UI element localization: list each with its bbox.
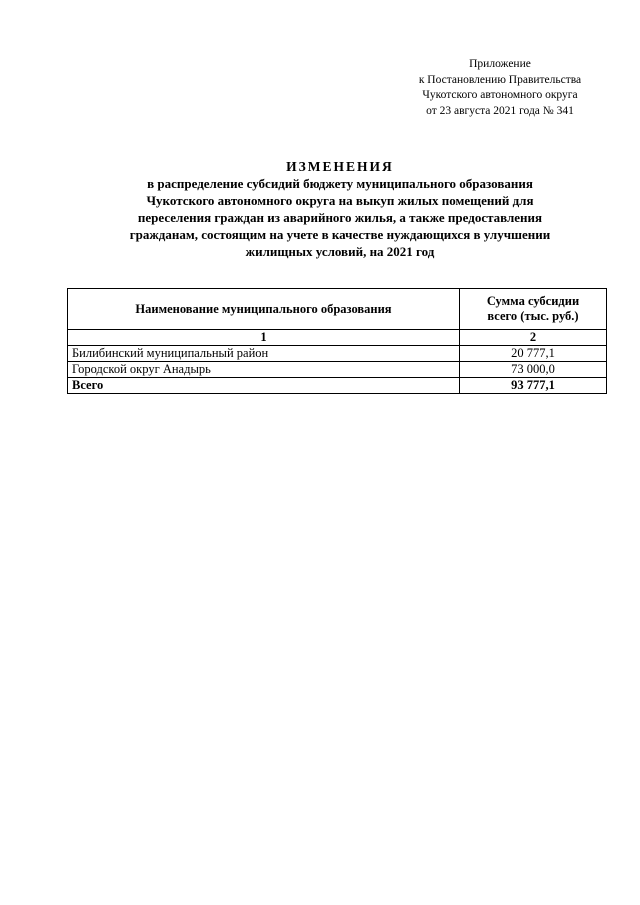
table-row [68, 346, 607, 362]
title-line: переселения граждан из аварийного жилья, а также предоставления [137, 210, 543, 225]
annex-line: к Постановлению Правительства [418, 73, 582, 86]
document-title [70, 158, 610, 260]
title-line: жилищных условий, на 2021 год [245, 244, 435, 259]
total-row [68, 378, 607, 394]
column-number-row [68, 330, 607, 346]
title-line: в распределение субсидий бюджету муниципального образования [147, 176, 533, 191]
subsidies-table [67, 288, 607, 394]
row-sum: 20 777,1 [460, 346, 607, 362]
column-number: 2 [460, 330, 607, 346]
header-sum-line2: всего (тыс. руб.) [487, 309, 579, 323]
annex-line: Приложение [469, 58, 531, 70]
annex-line: Чукотского автономного округа [422, 89, 578, 101]
row-sum: 73 000,0 [460, 362, 607, 378]
header-sum [460, 289, 607, 330]
total-sum: 93 777,1 [460, 378, 607, 394]
annex-line: от 23 августа 2021 года № 341 [426, 104, 574, 117]
table-header-row [68, 289, 607, 330]
header-sum-line1: Сумма субсидии [486, 294, 580, 308]
title-line: гражданам, состоящим на учете в качестве нуждающихся в улучшении [129, 227, 551, 242]
total-label: Всего [68, 378, 460, 394]
row-name: Билибинский муниципальный район [68, 346, 460, 362]
row-name: Городской округ Анадырь [68, 362, 460, 378]
column-number: 1 [68, 330, 460, 346]
title-main: ИЗМЕНЕНИЯ [286, 159, 394, 174]
title-line: Чукотского автономного округа на выкуп жилых помещений для [146, 193, 534, 208]
header-name: Наименование муниципального образования [68, 289, 460, 330]
title-subtitle [70, 175, 610, 260]
table-row [68, 362, 607, 378]
annex-block [400, 57, 600, 119]
